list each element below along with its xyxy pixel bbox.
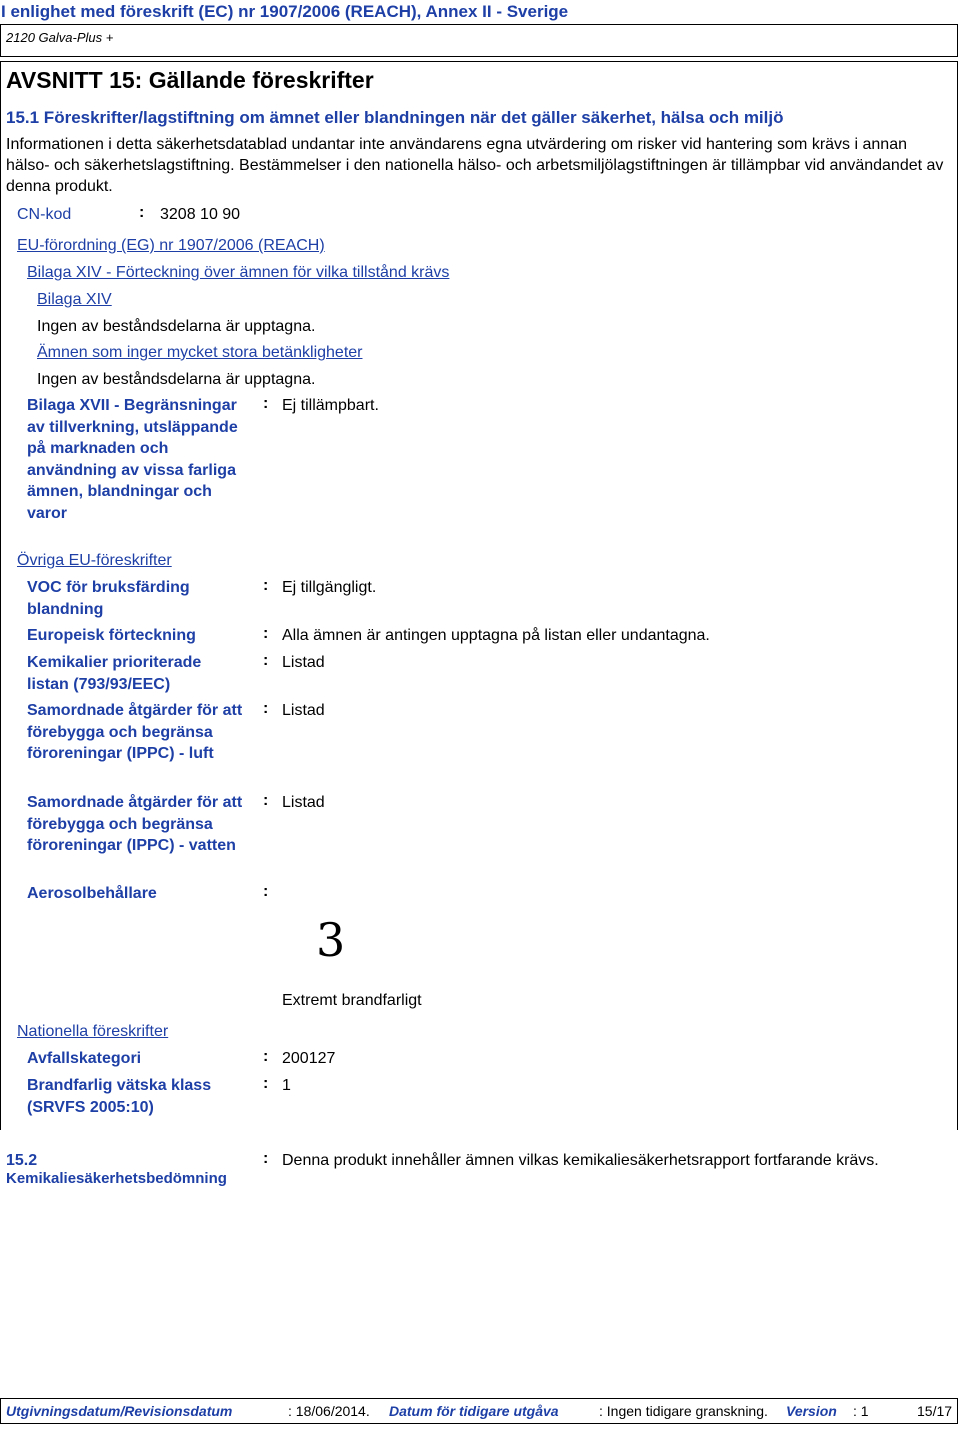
waste-category-colon: :	[263, 1048, 269, 1065]
ippc-air-colon: :	[263, 700, 269, 717]
euro-inventory-value: Alla ämnen är antingen upptagna på listan eller undantagna.	[282, 627, 710, 644]
priority-list-colon: :	[263, 652, 269, 669]
flammable-class-colon: :	[263, 1075, 269, 1092]
priority-list-value: Listad	[282, 654, 325, 671]
footer-previous-label: Datum för tidigare utgåva	[389, 1403, 559, 1419]
euro-inventory-label: Europeisk förteckning	[27, 627, 196, 644]
ippc-water-value: Listad	[282, 794, 325, 811]
product-box	[0, 24, 958, 57]
aerosol-category-symbol: 3	[316, 913, 346, 967]
footer-version-value: : 1	[853, 1403, 869, 1419]
ippc-water-colon: :	[263, 792, 269, 809]
aerosol-label: Aerosolbehållare	[27, 885, 157, 902]
document-title: I enlighet med föreskrift (EC) nr 1907/2006 (REACH), Annex II - Sverige	[1, 2, 569, 21]
annex17-colon: :	[263, 395, 269, 412]
section-title: AVSNITT 15: Gällande föreskrifter	[6, 67, 374, 93]
flammable-class-value: 1	[282, 1077, 291, 1094]
waste-category-value: 200127	[282, 1050, 336, 1067]
other-eu-heading: Övriga EU-föreskrifter	[17, 552, 172, 569]
eu-regulation-heading: EU-förordning (EG) nr 1907/2006 (REACH)	[17, 237, 325, 254]
euro-inventory-colon: :	[263, 625, 269, 642]
footer-page-number: 15/17	[917, 1403, 953, 1419]
annex14-heading: Bilaga XIV - Förteckning över ämnen för vilka tillstånd krävs	[27, 264, 450, 281]
ippc-water-label: Samordnade åtgärder för att förebygga och begränsa föroreningar (IPPC) - vatten	[27, 794, 243, 854]
annex17-label: Bilaga XVII - Begränsningar av tillverkning, utsläppande på marknaden och användning av vissa farliga ämnen, blandningar och varor	[27, 397, 238, 522]
aerosol-colon: :	[263, 883, 269, 900]
svhc-value: Ingen av beståndsdelarna är upptagna.	[37, 371, 316, 388]
section-15-2-value: Denna produkt innehåller ämnen vilkas kemikaliesäkerhetsrapport fortfarande krävs.	[282, 1152, 879, 1169]
footer-version-label: Version	[786, 1403, 837, 1419]
voc-label: VOC för bruksfärding blandning	[27, 579, 190, 618]
cn-code-label: CN-kod	[17, 206, 72, 223]
cn-code-colon: :	[139, 204, 145, 221]
cn-code-value: 3208 10 90	[160, 206, 241, 223]
annex14-label: Bilaga XIV	[37, 291, 112, 308]
intro-paragraph: Informationen i detta säkerhetsdatablad undantar inte användarens egna utvärdering om risker vid hantering som krävs i annan hälso- och säkerhetslagstiftning. Bestämmelser i den nationella hälso- och arbetsmiljölagstiftningen är tillämpbar vid användandet av denna produkt.	[6, 136, 944, 195]
waste-category-label: Avfallskategori	[27, 1050, 142, 1067]
section-15-2-number: 15.2	[6, 1152, 38, 1169]
national-heading: Nationella föreskrifter	[17, 1023, 169, 1040]
section-15-2-label: Kemikaliesäkerhetsbedömning	[6, 1170, 227, 1187]
annex14-value: Ingen av beståndsdelarna är upptagna.	[37, 318, 316, 335]
section-15-2-colon: :	[263, 1150, 269, 1167]
ippc-air-label: Samordnade åtgärder för att förebygga och begränsa föroreningar (IPPC) - luft	[27, 702, 243, 762]
priority-list-label: Kemikalier prioriterade listan (793/93/EEC)	[27, 654, 202, 693]
product-name: 2120 Galva-Plus +	[6, 30, 114, 45]
subsection-heading: 15.1 Föreskrifter/lagstiftning om ämnet eller blandningen när det gäller säkerhet, hälsa och miljö	[6, 108, 784, 127]
footer-previous-value: : Ingen tidigare granskning.	[599, 1403, 768, 1419]
flammable-class-label: Brandfarlig vätska klass (SRVFS 2005:10)	[27, 1077, 212, 1116]
footer-issue-label: Utgivningsdatum/Revisionsdatum	[6, 1403, 233, 1419]
svhc-label: Ämnen som inger mycket stora betänkligheter	[37, 344, 363, 361]
voc-value: Ej tillgängligt.	[282, 579, 377, 596]
footer-issue-value: : 18/06/2014.	[288, 1403, 370, 1419]
voc-colon: :	[263, 577, 269, 594]
ippc-air-value: Listad	[282, 702, 325, 719]
annex17-value: Ej tillämpbart.	[282, 397, 379, 414]
aerosol-value: Extremt brandfarligt	[282, 992, 422, 1009]
